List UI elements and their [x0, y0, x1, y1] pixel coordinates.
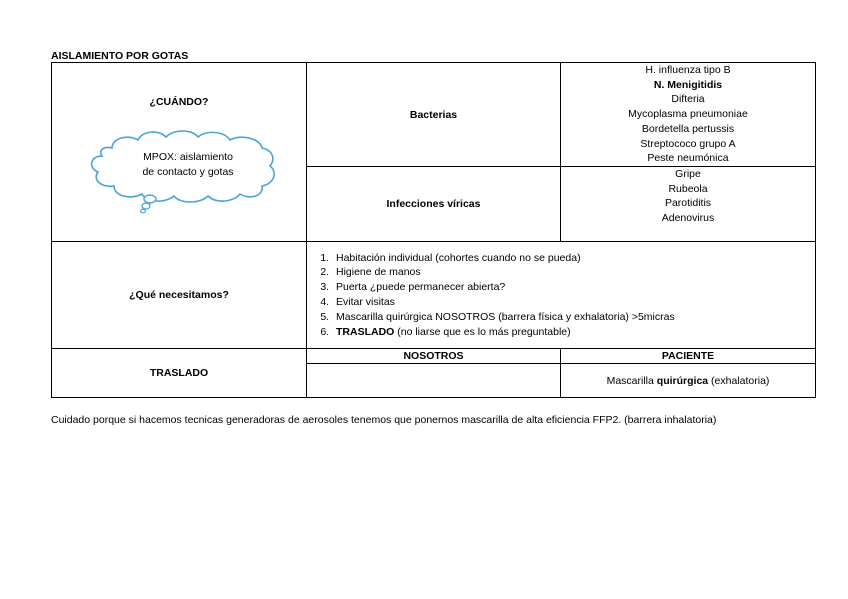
- us-header-cell: [307, 349, 561, 364]
- patient-value-bold: quirúrgica: [656, 374, 709, 387]
- viral-item: Rubeola: [668, 182, 708, 195]
- needs-label-cell: [52, 242, 307, 349]
- us-value-cell: [307, 364, 561, 398]
- needs-item: 1. Habitación individual (cohortes cuando no se pueda): [332, 251, 815, 266]
- needs-item-rest: (no liarse que es lo más preguntable): [394, 325, 571, 338]
- needs-item-bold: TRASLADO: [336, 325, 395, 338]
- needs-list-cell: [307, 242, 816, 349]
- bacteria-item: Streptococo grupo A: [640, 137, 736, 150]
- needs-item: 2. Higiene de manos: [332, 265, 815, 280]
- viral-item: Gripe: [675, 168, 701, 180]
- cloud-note-line: de contacto y gotas: [142, 166, 234, 178]
- needs-list: [307, 251, 815, 340]
- needs-label: ¿Qué necesitamos?: [129, 289, 229, 301]
- patient-value-cell: [561, 364, 816, 398]
- footer-note: Cuidado porque si hacemos tecnicas generadoras de aerosoles tenemos que ponernos mascarilla de alta eficiencia FFP2. (barrera inhalatoria): [51, 414, 717, 426]
- bacteria-item: Mycoplasma pneumoniae: [628, 108, 748, 121]
- bacteria-list: [561, 63, 815, 166]
- needs-item: [332, 325, 815, 340]
- when-label: ¿CUÁNDO?: [149, 96, 209, 108]
- bacteria-label: Bacterias: [409, 108, 458, 121]
- viral-label: Infecciones víricas: [386, 198, 481, 210]
- bacteria-item: Bordetella pertussis: [641, 122, 735, 135]
- isolation-table: [51, 62, 816, 398]
- cloud-note: [104, 150, 272, 180]
- viral-item: Parotiditis: [664, 197, 712, 210]
- us-header: NOSOTROS: [403, 350, 464, 362]
- transfer-label-cell: [52, 349, 307, 398]
- needs-item: 4. Evitar visitas: [332, 295, 815, 310]
- document-title: AISLAMIENTO POR GOTAS: [51, 50, 189, 62]
- viral-list-cell: [561, 167, 816, 242]
- patient-value-post: (exhalatoria): [708, 374, 770, 387]
- bacteria-label-cell: [307, 63, 561, 167]
- bacteria-list-cell: [561, 63, 816, 167]
- viral-label-cell: [307, 167, 561, 242]
- viral-item: Adenovirus: [661, 212, 715, 225]
- needs-item: 3. Puerta ¿puede permanecer abierta?: [332, 280, 815, 295]
- patient-header-cell: [561, 349, 816, 364]
- bacteria-item: Peste neumónica: [647, 152, 729, 165]
- needs-item: 5. Mascarilla quirúrgica NOSOTROS (barrera física y exhalatoria) >5micras: [332, 310, 815, 325]
- patient-header: PACIENTE: [661, 350, 715, 362]
- transfer-label: TRASLADO: [149, 367, 209, 379]
- patient-value-pre: Mascarilla: [606, 374, 657, 387]
- bacteria-item: N. Menigitidis: [653, 78, 723, 91]
- viral-list: [561, 167, 815, 226]
- cloud-note-line: MPOX: aislamiento: [143, 151, 233, 163]
- bacteria-item: H. influenza tipo B: [645, 64, 731, 76]
- bacteria-item: Difteria: [671, 93, 705, 106]
